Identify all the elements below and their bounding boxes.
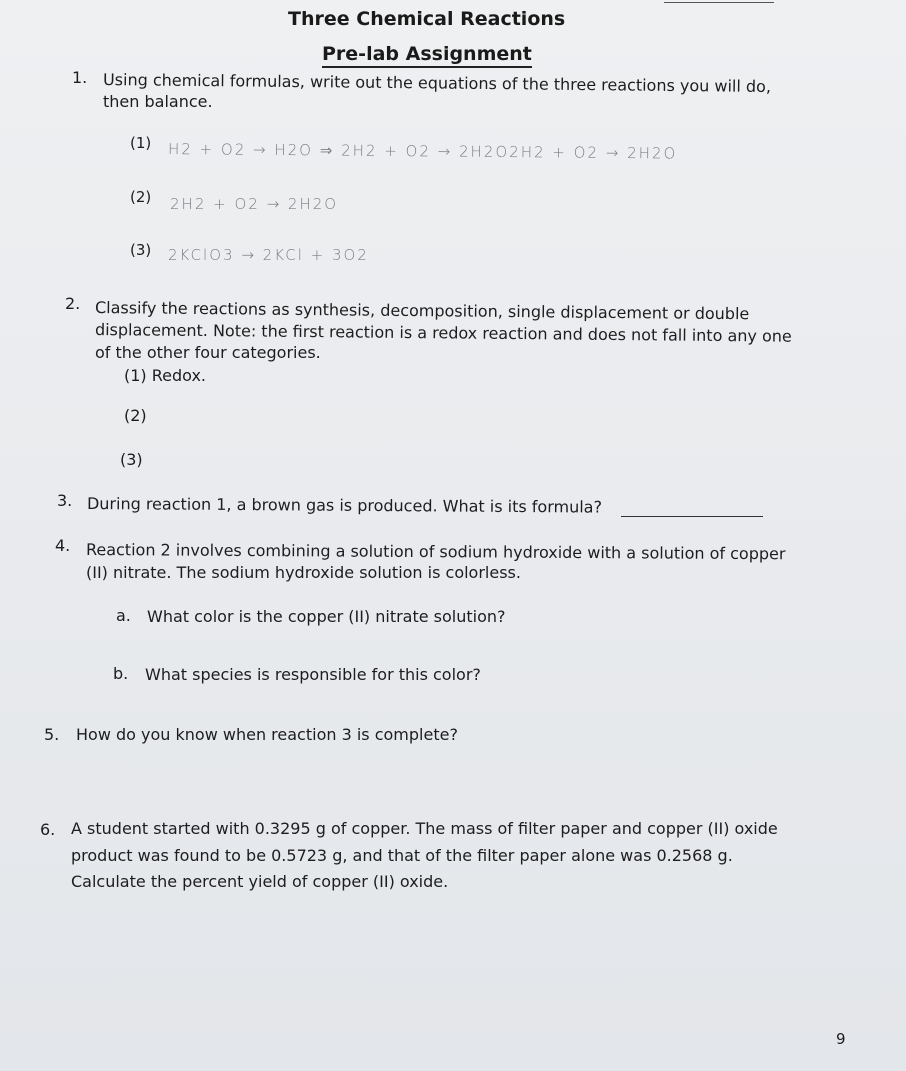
- question-text-continued: product was found to be 0.5723 g, and that of the filter paper alone was 0.2568 g.: [71, 846, 733, 865]
- question-number: 5.: [44, 725, 60, 744]
- handwritten-equation-3: 2KClO3 → 2KCl + 3O2: [168, 246, 369, 264]
- page-subtitle: Pre-lab Assignment: [322, 42, 532, 68]
- question-text-continued: (II) nitrate. The sodium hydroxide solution is colorless.: [86, 563, 521, 582]
- question-text-continued: then balance.: [103, 92, 213, 111]
- subquestion-a-text: What color is the copper (II) nitrate solution?: [147, 607, 506, 626]
- top-rule: [664, 2, 774, 3]
- question-number: 1.: [72, 68, 88, 87]
- subquestion-b-text: What species is responsible for this color?: [145, 665, 481, 684]
- page-number: 9: [836, 1030, 846, 1048]
- question-text: How do you know when reaction 3 is complete?: [76, 725, 458, 744]
- question-text: During reaction 1, a brown gas is produced. What is its formula?: [86, 494, 603, 517]
- question-number: 3.: [57, 491, 73, 510]
- question-text: Using chemical formulas, write out the equations of the three reactions you will do,: [102, 70, 772, 96]
- answer-label-1: (1): [130, 134, 152, 152]
- question-number: 6.: [40, 820, 56, 839]
- classification-item-1: (1) Redox.: [124, 366, 206, 385]
- handwritten-equation-2: 2H2 + O2 → 2H2O: [170, 195, 339, 213]
- answer-label-3: (3): [130, 241, 152, 259]
- page-title: Three Chemical Reactions: [288, 8, 566, 30]
- question-number: 2.: [65, 294, 81, 313]
- subquestion-a-label: a.: [116, 606, 131, 625]
- subquestion-b-label: b.: [113, 664, 129, 683]
- classification-item-2: (2): [124, 406, 147, 425]
- question-text-continued: displacement. Note: the first reaction is a redox reaction and does not fall into any one: [94, 320, 792, 346]
- classification-item-3: (3): [120, 450, 143, 469]
- question-number: 4.: [55, 536, 71, 555]
- question-text: A student started with 0.3295 g of copper. The mass of filter paper and copper (II) oxide: [71, 819, 778, 838]
- question-text-continued: of the other four categories.: [95, 343, 321, 362]
- question-text: Classify the reactions as synthesis, decomposition, single displacement or double: [94, 298, 750, 324]
- question-text: Reaction 2 involves combining a solution of sodium hydroxide with a solution of copper: [85, 540, 786, 564]
- answer-label-2: (2): [130, 188, 152, 206]
- handwritten-equation-1: H2 + O2 → H2O ⇒ 2H2 + O2 → 2H2O2H2 + O2 → 2H2O: [167, 140, 678, 163]
- question-text-continued: Calculate the percent yield of copper (II) oxide.: [71, 872, 449, 891]
- answer-blank-line: [621, 516, 763, 517]
